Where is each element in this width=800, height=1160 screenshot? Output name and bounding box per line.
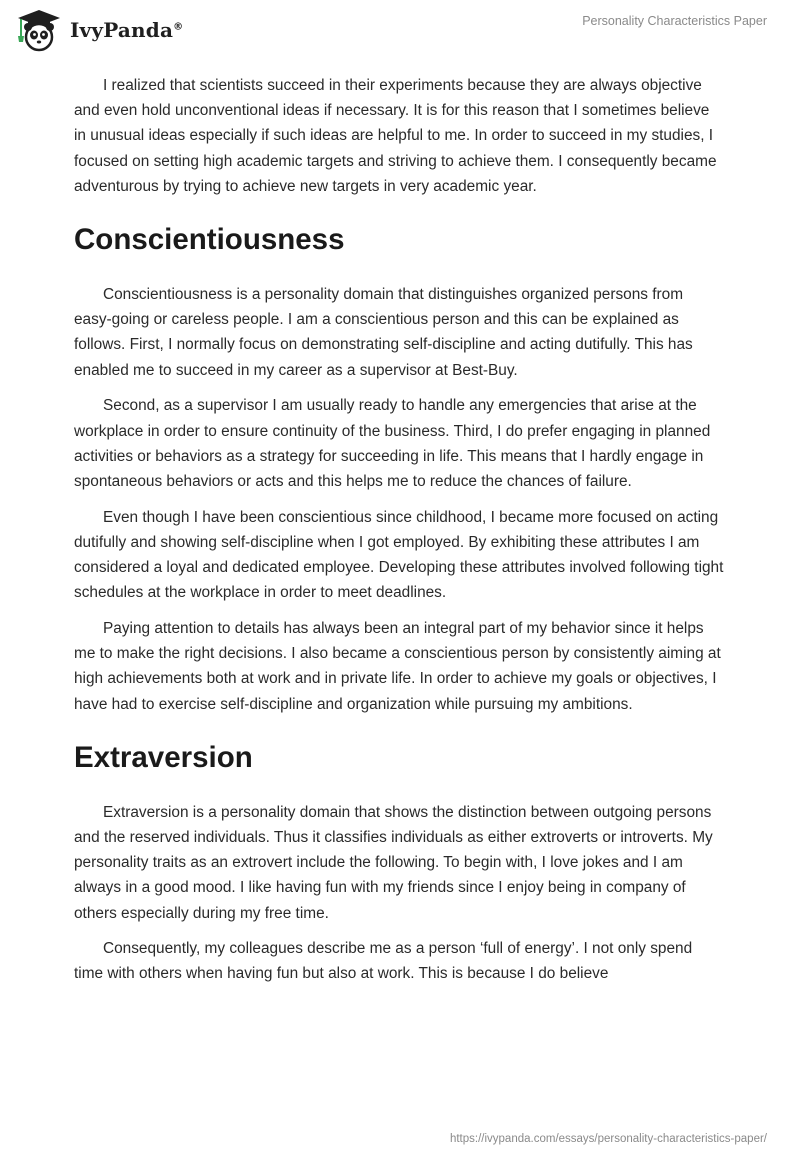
brand-name: IvyPanda® — [70, 18, 184, 42]
section-heading-conscientiousness: Conscientiousness — [74, 223, 345, 257]
panda-graduate-icon — [14, 8, 64, 52]
paragraph: Conscientiousness is a personality domain that distinguishes organized persons from easy-going or careless people. I am a conscientious person and this can be explained as follows. First, I normally focus on demonstrating self-discipline and acting dutifully. This has enabled me to succeed in my career as a supervisor at Best-Buy. — [74, 286, 693, 379]
paragraph: I realized that scientists succeed in their experiments because they are always objective and even hold unconventional ideas if necessary. It is for this reason that I sometimes believe in unusual ideas especially if such ideas are helpful to me. In order to succeed in my studies, I focused on setting high academic targets and striving to achieve them. I consequently became adventurous by trying to achieve new targets in very academic year. — [74, 77, 717, 195]
document-title: Personality Characteristics Paper — [582, 14, 767, 28]
registered-mark: ® — [173, 21, 184, 33]
paragraph: Second, as a supervisor I am usually ready to handle any emergencies that arise at the workplace in order to ensure continuity of the business. Third, I do prefer engaging in planned activities or behaviors as a strategy for succeeding in life. This means that I hardly engage in spontaneous behaviors or acts and this helps me to reduce the chances of failure. — [74, 397, 711, 490]
source-url[interactable]: https://ivypanda.com/essays/personality-characteristics-paper/ — [449, 1133, 767, 1145]
section-heading-extraversion: Extraversion — [74, 740, 253, 774]
essay-body — [74, 73, 724, 997]
paragraph: Paying attention to details has always been an integral part of my behavior since it helps me to make the right decisions. I also became a conscientious person by consistently aiming at high achievements both at work and in private life. In order to achieve my goals or objectives, I have had to exercise self-discipline and organization while pursuing my ambitions. — [74, 619, 721, 713]
page-header — [0, 0, 800, 60]
paragraph: Extraversion is a personality domain that shows the distinction between outgoing persons and the reserved individuals. Thus it classifies individuals as either extroverts or introverts. My personality traits as an extrovert include the following. To begin with, I love jokes and I am always in a good mood. I like having fun with my friends since I enjoy being in company of others especially during my free time. — [74, 803, 713, 922]
paragraph: Even though I have been conscientious since childhood, I became more focused on acting dutifully and showing self-discipline when I got employed. By exhibiting these attributes I am considered a loyal and dedicated employee. Developing these attributes involved following tight schedules at the workplace in order to meet deadlines. — [74, 508, 724, 602]
ivypanda-logo[interactable] — [14, 8, 183, 52]
paragraph: Consequently, my colleagues describe me as a person ‘full of energy’. I not only spend time with others when having fun but also at work. This is because I do believe — [74, 940, 693, 983]
